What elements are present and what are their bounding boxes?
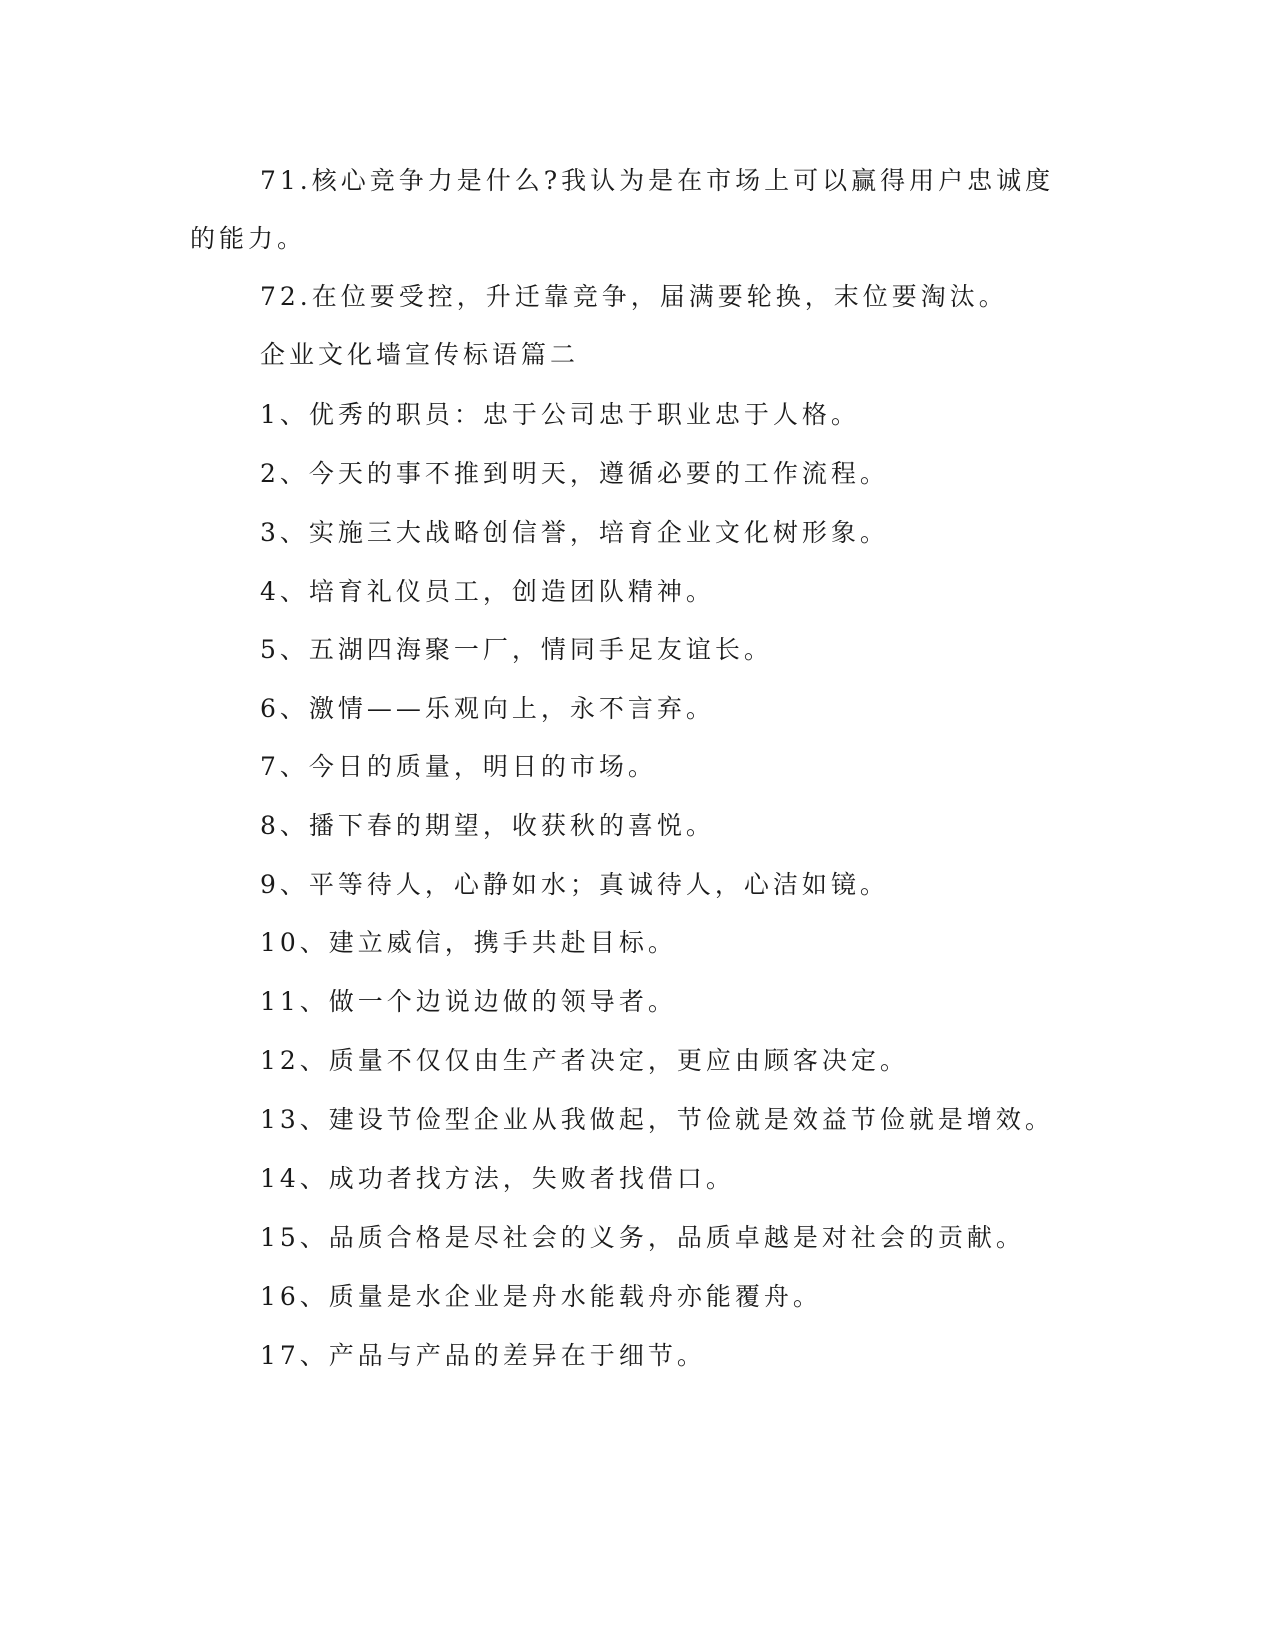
list-item: 2、今天的事不推到明天，遵循必要的工作流程。 [260,459,889,488]
list-item: 17、产品与产品的差异在于细节。 [260,1341,706,1370]
list-item: 3、实施三大战略创信誉，培育企业文化树形象。 [260,518,889,547]
list-item: 16、质量是水企业是舟水能载舟亦能覆舟。 [260,1282,822,1311]
list-item: 15、品质合格是尽社会的义务，品质卓越是对社会的贡献。 [260,1223,1025,1252]
paragraph-71: 71.核心竞争力是什么?我认为是在市场上可以赢得用户忠诚度的能力。 [190,166,1055,253]
section-title: 企业文化墙宣传标语篇二 [260,340,580,369]
list-item: 11、做一个边说边做的领导者。 [260,987,677,1016]
list-item: 1、优秀的职员：忠于公司忠于职业忠于人格。 [260,400,860,429]
list-item: 13、建设节俭型企业从我做起，节俭就是效益节俭就是增效。 [260,1105,1054,1134]
list-item: 10、建立威信，携手共赴目标。 [260,928,677,957]
list-item: 7、今日的质量，明日的市场。 [260,752,657,781]
list-item: 14、成功者找方法，失败者找借口。 [260,1164,735,1193]
list-item: 8、播下春的期望，收获秋的喜悦。 [260,811,715,840]
list-item: 4、培育礼仪员工，创造团队精神。 [260,577,715,606]
list-item: 9、平等待人，心静如水；真诚待人，心洁如镜。 [260,870,889,899]
paragraph-72: 72.在位要受控，升迁靠竞争，届满要轮换，末位要淘汰。 [260,282,1008,311]
list-item: 6、激情——乐观向上，永不言弃。 [260,694,715,723]
list-item: 12、质量不仅仅由生产者决定，更应由顾客决定。 [260,1046,909,1075]
list-item: 5、五湖四海聚一厂，情同手足友谊长。 [260,635,773,664]
